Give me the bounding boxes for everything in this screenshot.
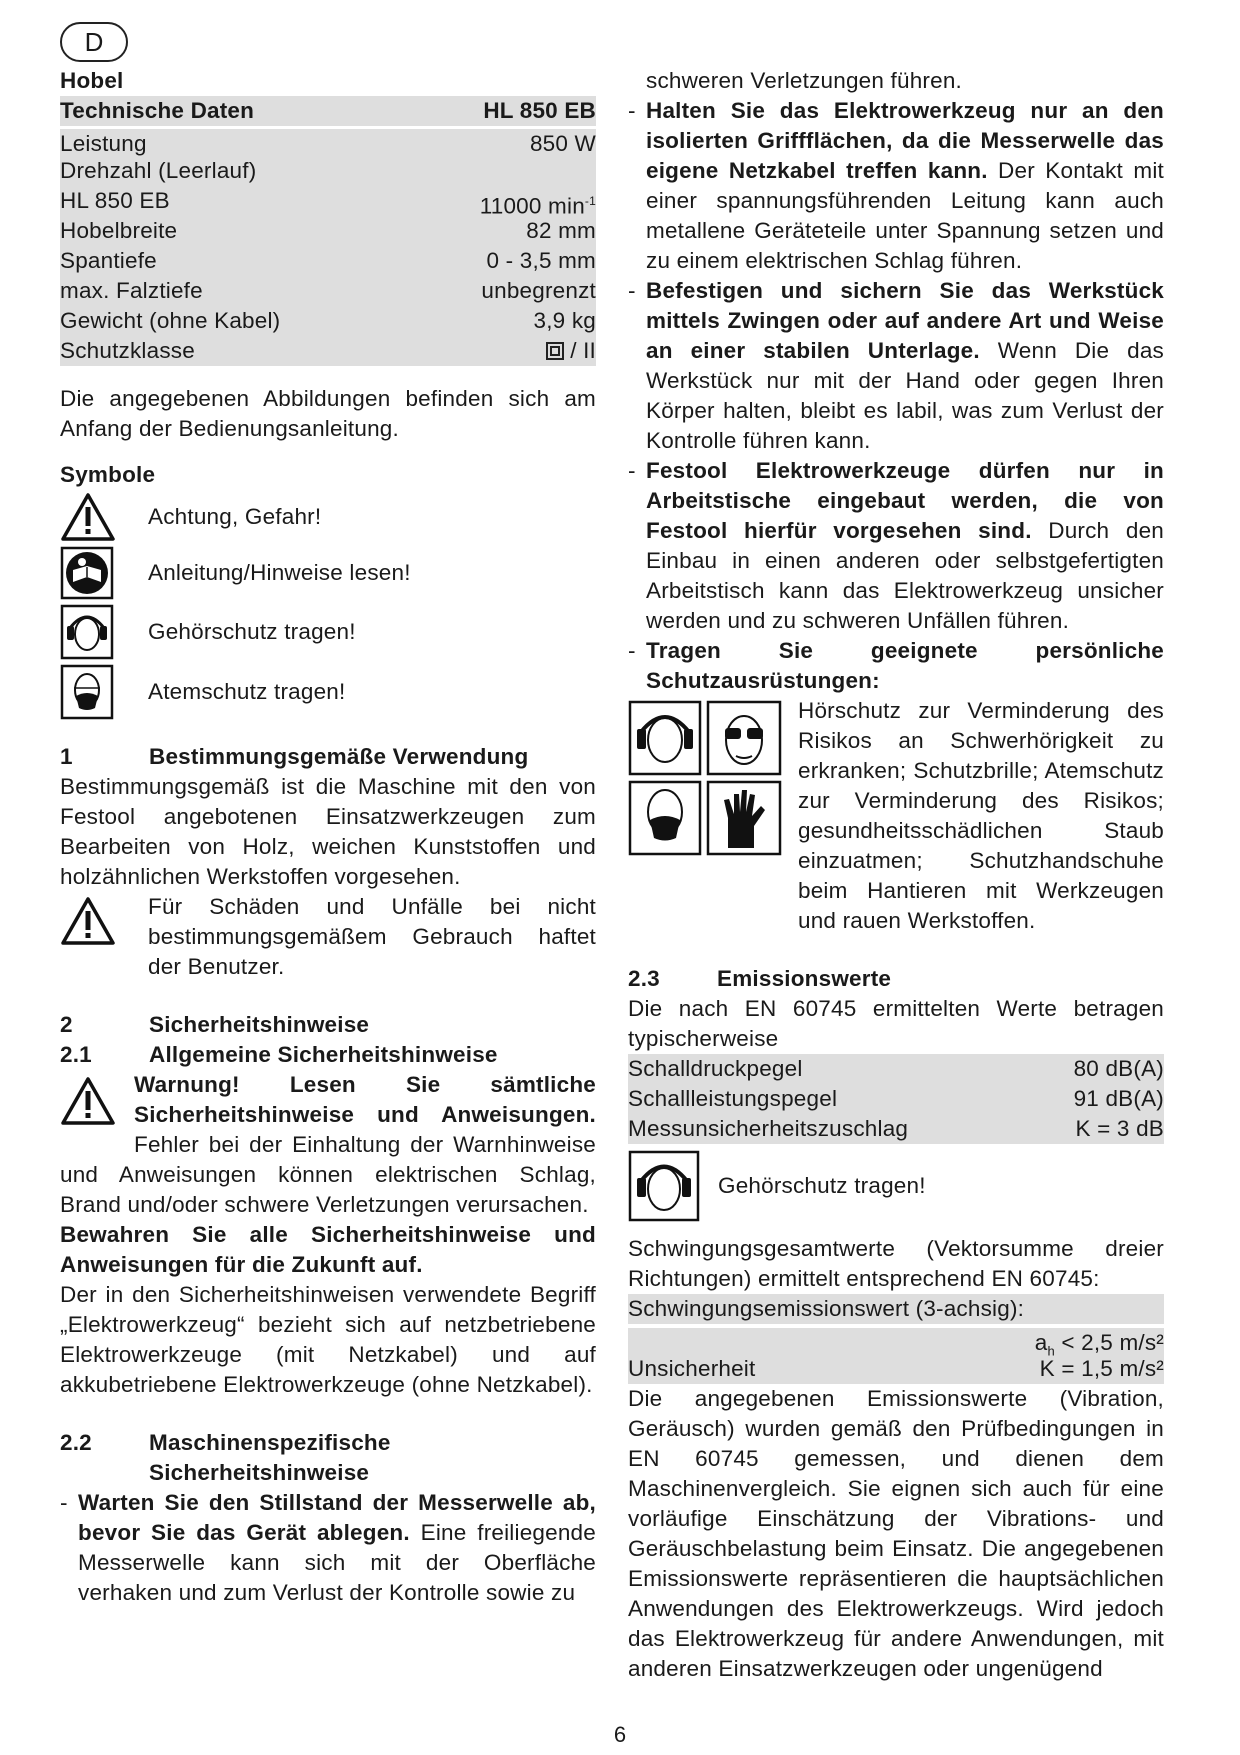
warning-note — [60, 892, 596, 982]
spec-value: unbegrenzt — [481, 278, 596, 303]
protective-gloves-icon — [708, 782, 780, 854]
bullet-bold: Befestigen und sichern Sie das Werkstück mittels Zwingen oder auf andere Art und Weise an einer stabilen Unterlage. — [646, 278, 1164, 363]
bullet-item — [60, 1488, 596, 1608]
paragraph: Die angegebenen Emissionswerte (Vibration, Geräusch) wurden gemäß den Prüfbedingungen in EN 60745 gemessen, und dienen dem Maschinenvergleich. Sie eignen sich auch für eine vorläufige Einschätzung der Vibrations- und Geräuschbelastung beim Einsatz. Die angegebenen Emissionswerte repräsentieren die hauptsächlichen Anwendungen des Elektrowerkzeugs. Wird jedoch das Elektrowerkzeug für andere Anwendungen, mit anderen Einsatzwerkzeugen oder ungenügend — [628, 1386, 1164, 1681]
ear-protection-icon — [630, 702, 700, 774]
section-number: 1 — [60, 744, 73, 769]
vibration-label: Schwingungsemissionswert (3-achsig): — [628, 1296, 1025, 1321]
spec-label: Gewicht (ohne Kabel) — [60, 308, 281, 333]
warning-triangle-icon — [60, 492, 116, 542]
spec-row — [60, 129, 596, 159]
noise-label: Messunsicherheitszuschlag — [628, 1116, 909, 1141]
bullet-bold: Warten Sie den Stillstand der Messerwelle ab, bevor Sie das Gerät ablegen. — [78, 1490, 596, 1545]
section-title: Emissionswerte — [717, 966, 892, 991]
bullet-text — [78, 1488, 596, 1608]
spec-label: max. Falztiefe — [60, 278, 203, 303]
section-number: 2.3 — [628, 966, 660, 991]
ppe-text: Hörschutz zur Verminderung des Risikos an Schwerhörigkeit zu erkranken; Schutzbrille; Atemschutz zur Verminderung des Risikos; gesundheitsschädlichen Staub einzuatmen; Schutzhandschuhe beim Hantieren mit Werkzeugen und rauen Werkstoffen. — [798, 698, 1164, 933]
vibration-table — [628, 1294, 1164, 1384]
language-badge: D — [60, 22, 128, 62]
bullet-body: Wenn Die das Werkstück nur mit der Hand oder gegen Ihren Körper halten, bleibt es labil, was zum Verlust der Kontrolle führen kann. — [646, 338, 1164, 453]
section-number: 2.2 — [60, 1430, 92, 1455]
bullet-text — [646, 636, 1164, 696]
section-heading — [60, 742, 596, 772]
left-column — [60, 66, 596, 1608]
uncertainty-value: K = 1,5 m/s² — [1039, 1356, 1164, 1381]
bullet-body: Durch den Einbau in einen anderen oder selbstgefertigten Arbeitstisch kann das Elektrowerkzeug unsicher werden und zu schweren Unfällen führen. — [646, 518, 1165, 633]
vibration-number: < 2,5 m/s² — [1054, 1330, 1164, 1355]
spec-label: HL 850 EB — [60, 188, 170, 213]
respirator-icon — [630, 782, 700, 854]
paragraph: Der in den Sicherheitshinweisen verwendete Begriff „Elektrowerkzeug“ bezieht sich auf netzbetriebene Elektrowerkzeuge (mit Netzkabel) und auf akkubetriebene Elektrowerkzeuge (ohne Netzkabel). — [60, 1282, 596, 1397]
bullet-dash: - — [628, 278, 636, 303]
symbol-text: Anleitung/Hinweise lesen! — [148, 560, 411, 585]
bullet-dash: - — [628, 458, 636, 483]
bullet-dash: - — [60, 1490, 68, 1515]
ppe-icon-grid — [628, 700, 794, 936]
noise-row — [628, 1084, 1164, 1114]
vibration-symbol: a — [1034, 1330, 1048, 1355]
warning-triangle-icon — [60, 1076, 116, 1126]
noise-label: Schalldruckpegel — [628, 1056, 803, 1081]
spec-label: Schutzklasse — [60, 338, 195, 363]
spec-header-row — [60, 96, 596, 126]
noise-value: 80 dB(A) — [1073, 1056, 1164, 1081]
section-heading — [60, 1040, 596, 1070]
ppe-icons — [628, 700, 792, 864]
bullet-bold: Tragen Sie geeignete persönliche Schutzausrüstungen: — [646, 638, 1164, 693]
bullet-text — [646, 96, 1164, 276]
symbol-row — [60, 604, 596, 660]
section-heading — [628, 964, 1164, 994]
spec-value-text: / II — [570, 338, 596, 363]
spec-row — [60, 186, 596, 219]
section-title: Bestimmungsgemäße Verwendung — [149, 744, 529, 769]
spec-value: 850 W — [529, 131, 596, 156]
symbol-text: Gehörschutz tragen! — [148, 619, 356, 644]
page-number: 6 — [613, 1722, 627, 1747]
product-title: Hobel — [60, 68, 124, 93]
spec-row — [60, 246, 596, 276]
section-number: 2 — [60, 1012, 73, 1037]
section-title: Sicherheitshinweise — [149, 1012, 370, 1037]
spec-value: 0 - 3,5 mm — [486, 248, 596, 273]
uncertainty-label: Unsicherheit — [628, 1356, 756, 1381]
spec-row — [60, 306, 596, 336]
bullet-item — [628, 96, 1164, 276]
spec-row — [60, 336, 596, 366]
bullet-body: Der Kontakt mit einer spannungsführenden Leitung kann auch metallene Geräteteile unter Spannung setzen und zu einem elektrischen Schlag führen. — [646, 158, 1164, 273]
bullet-dash: - — [628, 98, 636, 123]
spec-header-label: Technische Daten — [60, 98, 255, 123]
spec-header-value: HL 850 EB — [483, 98, 596, 123]
bullet-body: Eine freiliegende Messerwelle kann sich mit der Oberfläche verhaken und zum Verlust der Kontrolle sowie zu — [78, 1520, 596, 1605]
spec-value-sup: -1 — [584, 194, 596, 208]
paragraph: schweren Verletzungen führen. — [646, 68, 962, 93]
spec-value: 3,9 kg — [533, 308, 596, 333]
bullet-text — [646, 456, 1164, 636]
safety-glasses-icon — [708, 702, 780, 774]
noise-value: K = 3 dB — [1075, 1116, 1164, 1141]
bullet-bold: Festool Elektrowerkzeuge dürfen nur in Arbeitstische eingebaut werden, die von Festool hierfür vorgesehen sind. — [646, 458, 1164, 543]
section-title: Allgemeine Sicherheitshinweise — [149, 1042, 498, 1067]
spec-table — [60, 96, 596, 366]
symbols-title: Symbole — [60, 462, 156, 487]
protection-class-ii-icon — [546, 342, 564, 360]
right-column — [628, 66, 1164, 1684]
section-title: Maschinenspezifische Sicherheitshinweise — [149, 1430, 391, 1485]
vibration-row — [628, 1294, 1164, 1324]
warning-triangle-icon — [60, 896, 116, 946]
spec-value — [546, 336, 596, 366]
bullet-text — [646, 276, 1164, 456]
section-heading — [60, 1010, 596, 1040]
uncertainty-row — [628, 1354, 1164, 1384]
spec-value — [479, 186, 596, 219]
spec-row — [60, 216, 596, 246]
figures-note: Die angegebenen Abbildungen befinden sich am Anfang der Bedienungsanleitung. — [60, 386, 596, 441]
symbol-row — [60, 492, 596, 542]
paragraph: Schwingungsgesamtwerte (Vektorsumme dreier Richtungen) ermittelt entsprechend EN 60745: — [628, 1236, 1164, 1291]
bullet-item — [628, 276, 1164, 456]
vibration-subscript: h — [1047, 1343, 1055, 1359]
symbol-text: Achtung, Gefahr! — [148, 504, 322, 529]
noise-row — [628, 1054, 1164, 1084]
warning-body: Fehler bei der Einhaltung der Warnhinweise und Anweisungen können elektrischen Schlag, Brand und/oder schwere Verletzungen verursachen. — [60, 1132, 596, 1217]
spec-row — [60, 276, 596, 306]
ppe-block — [628, 696, 1164, 936]
symbol-row — [628, 1150, 1164, 1222]
section-heading — [60, 1428, 596, 1488]
spec-label: Leistung — [60, 131, 147, 156]
symbol-row — [60, 664, 596, 720]
paragraph: Die nach EN 60745 ermittelten Werte betragen typischerweise — [628, 996, 1164, 1051]
noise-value: 91 dB(A) — [1073, 1086, 1164, 1111]
noise-table — [628, 1054, 1164, 1144]
symbol-text: Atemschutz tragen! — [148, 679, 346, 704]
ear-protection-icon — [60, 604, 114, 660]
warning-text — [60, 1070, 596, 1220]
section-number: 2.1 — [60, 1042, 92, 1067]
ear-protection-icon — [628, 1150, 700, 1222]
read-manual-icon — [60, 546, 114, 600]
bullet-bold: Halten Sie das Elektrowerkzeug nur an den isolierten Griffflächen, da die Messerwelle das eigene Netzkabel treffen kann. — [646, 98, 1164, 183]
paragraph: Bestimmungsgemäß ist die Maschine mit den von Festool angebotenen Einsatzwerkzeugen zum Bearbeiten von Holz, weichen Kunststoffen und holzähnlichen Werkstoffen vorgesehen. — [60, 774, 596, 889]
noise-row — [628, 1114, 1164, 1144]
symbol-row — [60, 546, 596, 600]
spec-value: 82 mm — [526, 218, 596, 243]
respirator-icon — [60, 664, 114, 720]
bullet-item — [628, 456, 1164, 636]
spec-row — [60, 156, 596, 186]
paragraph: Bewahren Sie alle Sicherheitshinweise und Anweisungen für die Zukunft auf. — [60, 1222, 596, 1277]
warning-bold: Warnung! Lesen Sie sämtliche Sicherheitshinweise und Anweisungen. — [134, 1072, 596, 1127]
spec-value-text: 11000 min — [479, 193, 585, 219]
bullet-item — [628, 636, 1164, 696]
spec-label: Hobelbreite — [60, 218, 178, 243]
noise-label: Schallleistungspegel — [628, 1086, 838, 1111]
spec-label: Drehzahl (Leerlauf) — [60, 158, 257, 183]
symbol-text: Gehörschutz tragen! — [718, 1173, 926, 1198]
warning-text: Für Schäden und Unfälle bei nicht bestimmungsgemäßem Gebrauch haftet der Benutzer. — [148, 894, 596, 979]
warning-note — [60, 1070, 596, 1220]
bullet-dash: - — [628, 638, 636, 663]
spec-label: Spantiefe — [60, 248, 157, 273]
